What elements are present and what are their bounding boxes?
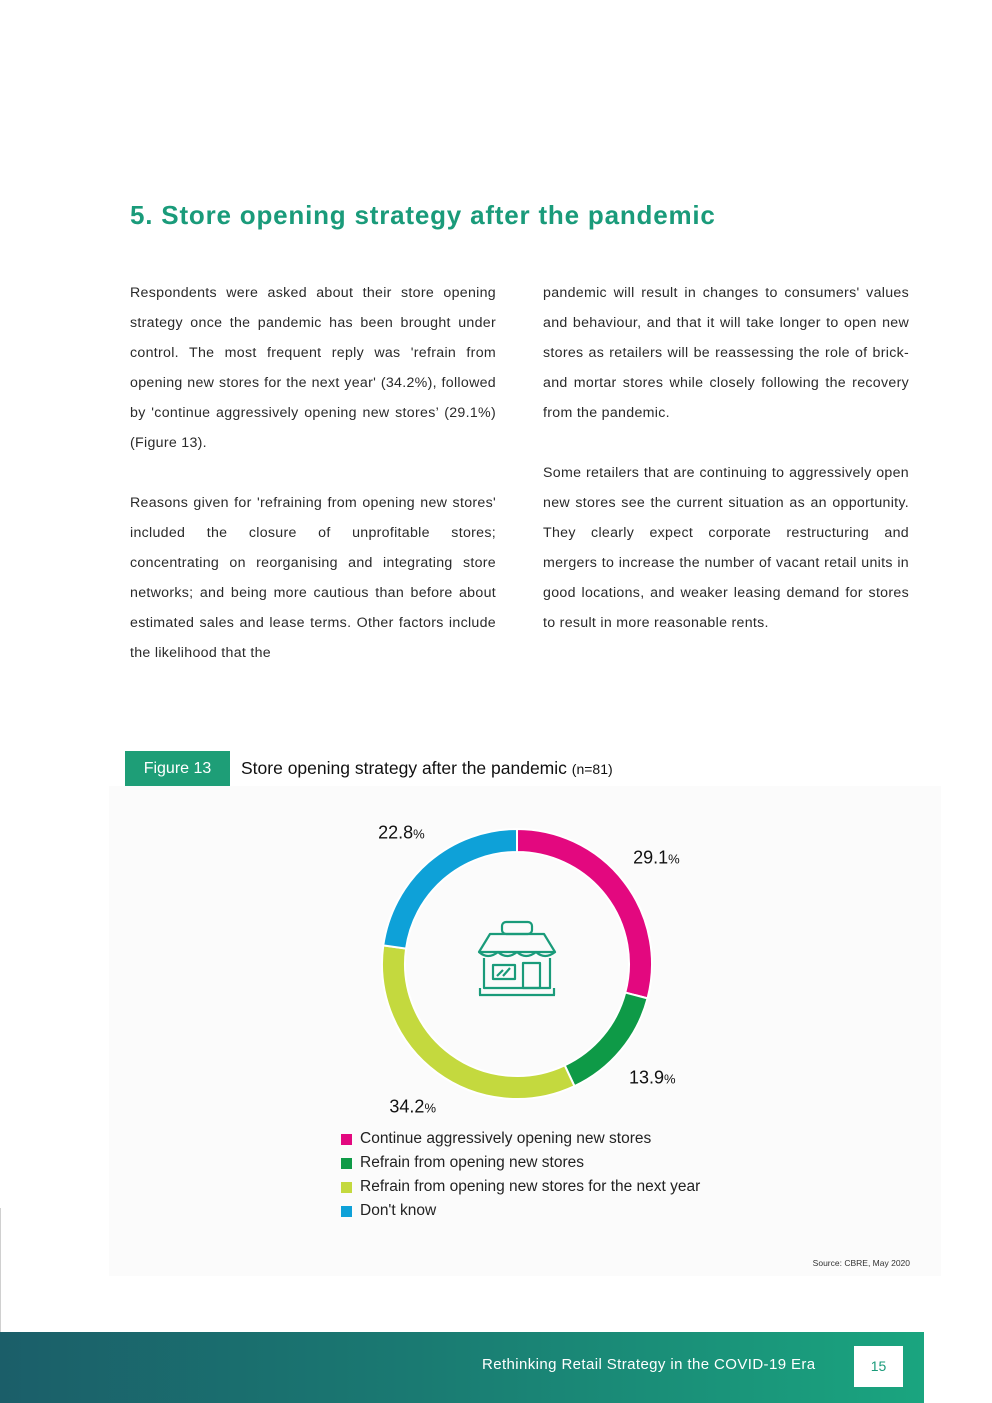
data-label: 34.2% bbox=[389, 1096, 437, 1117]
chart-legend bbox=[341, 1127, 700, 1223]
legend-swatch bbox=[341, 1158, 352, 1169]
figure-title-text: Store opening strategy after the pandemic bbox=[241, 758, 567, 778]
paragraph: Reasons given for 'refraining from opening new stores' included the closure of unprofitable stores; concentrating on reorganising and integrating store networks; and being more cautious than before about estimated sales and lease terms. Other factors include the likelihood that the bbox=[130, 495, 496, 661]
donut-slice-1 bbox=[517, 829, 652, 998]
legend-item bbox=[341, 1127, 700, 1151]
legend-item bbox=[341, 1151, 700, 1175]
storefront-icon bbox=[479, 922, 555, 995]
donut-slice-4 bbox=[383, 829, 517, 949]
figure-source: Source: CBRE, May 2020 bbox=[812, 1258, 910, 1268]
page-number: 15 bbox=[854, 1346, 903, 1387]
footer-title: Rethinking Retail Strategy in the COVID-19 Era bbox=[482, 1356, 816, 1373]
figure-tag: Figure 13 bbox=[125, 751, 230, 786]
legend-label: Refrain from opening new stores for the next year bbox=[360, 1178, 701, 1195]
legend-swatch bbox=[341, 1182, 352, 1193]
legend-label: Refrain from opening new stores bbox=[360, 1154, 585, 1171]
legend-item bbox=[341, 1199, 700, 1223]
paragraph: pandemic will result in changes to consumers' values and behaviour, and that it will take longer to open new stores as retailers will be reassessing the role of brick-and mortar stores while closely following the recovery from the pandemic. bbox=[543, 285, 909, 421]
legend-label: Continue aggressively opening new stores bbox=[360, 1130, 652, 1147]
legend-swatch bbox=[341, 1206, 352, 1217]
legend-swatch bbox=[341, 1134, 352, 1145]
legend-item bbox=[341, 1175, 700, 1199]
data-label: 13.9% bbox=[628, 1067, 676, 1088]
legend-label: Don't know bbox=[360, 1202, 437, 1219]
section-title: 5. Store opening strategy after the pandemic bbox=[130, 200, 716, 230]
figure-sample-size: (n=81) bbox=[571, 761, 613, 777]
paragraph: Some retailers that are continuing to aggressively open new stores see the current situation as an opportunity. They clearly expect corporate restructuring and mergers to increase the number of vacant retail units in good locations, and weaker leasing demand for stores to result in more reasonable rents. bbox=[543, 465, 909, 631]
data-label: 29.1% bbox=[633, 847, 680, 868]
data-label: 22.8% bbox=[378, 822, 425, 843]
page-edge-line bbox=[0, 1208, 1, 1332]
paragraph: Respondents were asked about their store opening strategy once the pandemic has been brought under control. The most frequent reply was 'refrain from opening new stores for the next year' (34.2%), followed by 'continue aggressively opening new stores’ (29.1%) (Figure 13). bbox=[130, 285, 496, 451]
donut-slice-3 bbox=[382, 945, 574, 1099]
